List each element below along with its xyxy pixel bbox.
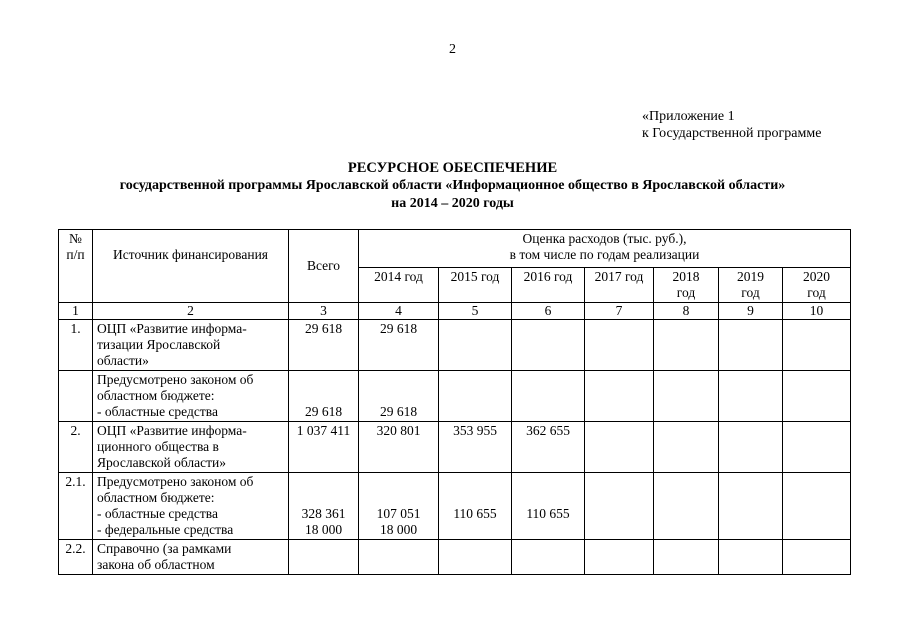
header-year-6 (783, 268, 851, 303)
row-value-line: 353 955 (453, 423, 497, 438)
header-year-line: 2019 (737, 269, 764, 284)
row-value-y2017 (585, 422, 654, 473)
header-year-line: 2018 (672, 269, 700, 284)
column-number: 4 (359, 303, 439, 320)
header-year-1 (439, 268, 512, 303)
row-source-line: - областные средства (97, 404, 218, 419)
row-source-line: ОЦП «Развитие информа- (97, 321, 247, 336)
row-value-y2015 (439, 473, 512, 540)
row-value-line: 110 655 (453, 506, 497, 521)
header-year-0 (359, 268, 439, 303)
row-source-line: областном бюджете: (97, 490, 215, 505)
header-year-4 (654, 268, 719, 303)
row-value-y2020 (783, 371, 851, 422)
row-source-line: Предусмотрено законом об (97, 372, 254, 387)
column-number: 7 (585, 303, 654, 320)
row-source-line: Справочно (за рамками (97, 541, 232, 556)
column-number: 2 (93, 303, 289, 320)
row-value-y2020 (783, 473, 851, 540)
header-estimate (359, 230, 851, 268)
row-source-line: областном бюджете: (97, 388, 215, 403)
header-year-line: год (676, 285, 696, 300)
row-value-y2016 (512, 371, 585, 422)
header-num-line: п/п (66, 247, 85, 262)
row-source-line: области» (97, 353, 149, 368)
row-index: 2.2. (59, 540, 93, 575)
row-value-line: 29 618 (379, 404, 418, 419)
row-value-line: 320 801 (376, 423, 421, 438)
table-row (59, 371, 851, 422)
appendix-line-2: к Государственной программе (642, 126, 822, 141)
document-title (0, 159, 905, 213)
title-line-2: государственной программы Ярославской области «Информационное общество в Ярославской области» (119, 178, 786, 193)
row-value-y2014 (359, 540, 439, 575)
row-value-y2018 (654, 473, 719, 540)
row-source-line: Предусмотрено законом об (97, 474, 254, 489)
header-year-line: год (807, 285, 826, 300)
row-value-y2015 (439, 540, 512, 575)
column-number: 10 (783, 303, 851, 320)
row-value-y2020 (783, 540, 851, 575)
row-value-y2014 (359, 371, 439, 422)
column-number: 8 (654, 303, 719, 320)
header-source: Источник финансирования (93, 230, 289, 303)
header-estimate-line: в том числе по годам реализации (509, 247, 700, 262)
row-value-y2018 (654, 422, 719, 473)
page-number: 2 (449, 42, 456, 57)
row-value-total (289, 473, 359, 540)
header-year-line: 2015 год (450, 269, 500, 284)
row-source (93, 320, 289, 371)
row-value-line: 110 655 (526, 506, 570, 521)
row-value-y2016 (512, 473, 585, 540)
row-source-line: - федеральные средства (97, 522, 234, 537)
row-index: 2. (59, 422, 93, 473)
row-value-y2018 (654, 320, 719, 371)
table-row (59, 422, 851, 473)
row-value-y2018 (654, 371, 719, 422)
row-value-y2016 (512, 320, 585, 371)
row-value-total (289, 371, 359, 422)
row-source-line: ционного общества в (97, 439, 219, 454)
row-value-line: 328 361 (301, 506, 346, 521)
row-value-y2019 (719, 473, 783, 540)
row-index: 1. (59, 320, 93, 371)
header-year-line: 2017 год (594, 269, 644, 284)
table-row (59, 320, 851, 371)
row-source (93, 473, 289, 540)
row-value-y2014 (359, 473, 439, 540)
row-value-pad (442, 522, 508, 538)
row-value-y2015 (439, 422, 512, 473)
header-year-5 (719, 268, 783, 303)
header-num-line: № (69, 231, 82, 246)
column-number: 1 (59, 303, 93, 320)
resource-table (58, 229, 851, 575)
row-source (93, 371, 289, 422)
header-year-3 (585, 268, 654, 303)
row-value-y2017 (585, 473, 654, 540)
header-num (59, 230, 93, 303)
header-total: Всего (289, 230, 359, 303)
row-value-y2014 (359, 422, 439, 473)
appendix-note (642, 108, 821, 142)
row-source (93, 422, 289, 473)
row-value-y2017 (585, 371, 654, 422)
row-source (93, 540, 289, 575)
row-value-y2019 (719, 422, 783, 473)
title-line-3: на 2014 – 2020 годы (391, 196, 514, 211)
appendix-line-1: «Приложение 1 (642, 109, 735, 124)
row-value-y2015 (439, 320, 512, 371)
row-value-y2019 (719, 371, 783, 422)
header-year-2 (512, 268, 585, 303)
table-row (59, 540, 851, 575)
header-year-line: 2014 год (374, 269, 423, 284)
table-body (59, 320, 851, 575)
row-value-y2018 (654, 540, 719, 575)
header-year-line: 2016 год (523, 269, 573, 284)
row-index (59, 371, 93, 422)
header-year-line: год (741, 285, 760, 300)
row-value-line: 107 051 (376, 506, 421, 521)
row-source-line: закона об областном (97, 557, 215, 572)
row-value-line: 29 618 (304, 321, 343, 336)
row-value-y2015 (439, 371, 512, 422)
row-value-total (289, 422, 359, 473)
row-value-y2020 (783, 320, 851, 371)
row-value-y2019 (719, 540, 783, 575)
header-estimate-line: Оценка расходов (тыс. руб.), (522, 231, 687, 246)
row-value-line: 18 000 (304, 522, 343, 537)
row-value-total (289, 540, 359, 575)
row-value-total (289, 320, 359, 371)
column-number: 9 (719, 303, 783, 320)
column-number: 6 (512, 303, 585, 320)
row-value-line: 29 618 (379, 321, 418, 336)
column-number: 5 (439, 303, 512, 320)
row-value-y2014 (359, 320, 439, 371)
row-value-y2016 (512, 540, 585, 575)
row-value-y2019 (719, 320, 783, 371)
column-number: 3 (289, 303, 359, 320)
row-value-line: 29 618 (304, 404, 343, 419)
row-source-line: Ярославской области» (97, 455, 226, 470)
row-source-line: тизации Ярославской (97, 337, 221, 352)
title-line-1: РЕСУРСНОЕ ОБЕСПЕЧЕНИЕ (347, 160, 558, 176)
row-index: 2.1. (59, 473, 93, 540)
row-value-y2017 (585, 540, 654, 575)
header-year-line: 2020 (803, 269, 830, 284)
header-row-1 (59, 230, 851, 268)
row-value-y2020 (783, 422, 851, 473)
row-value-y2016 (512, 422, 585, 473)
row-source-line: - областные средства (97, 506, 218, 521)
table-row (59, 473, 851, 540)
row-value-line: 18 000 (379, 522, 418, 537)
row-source-line: ОЦП «Развитие информа- (97, 423, 247, 438)
row-value-y2017 (585, 320, 654, 371)
row-value-line: 1 037 411 (296, 423, 351, 438)
column-number-row (59, 303, 851, 320)
row-value-line: 362 655 (526, 423, 570, 438)
row-value-pad (515, 522, 581, 538)
